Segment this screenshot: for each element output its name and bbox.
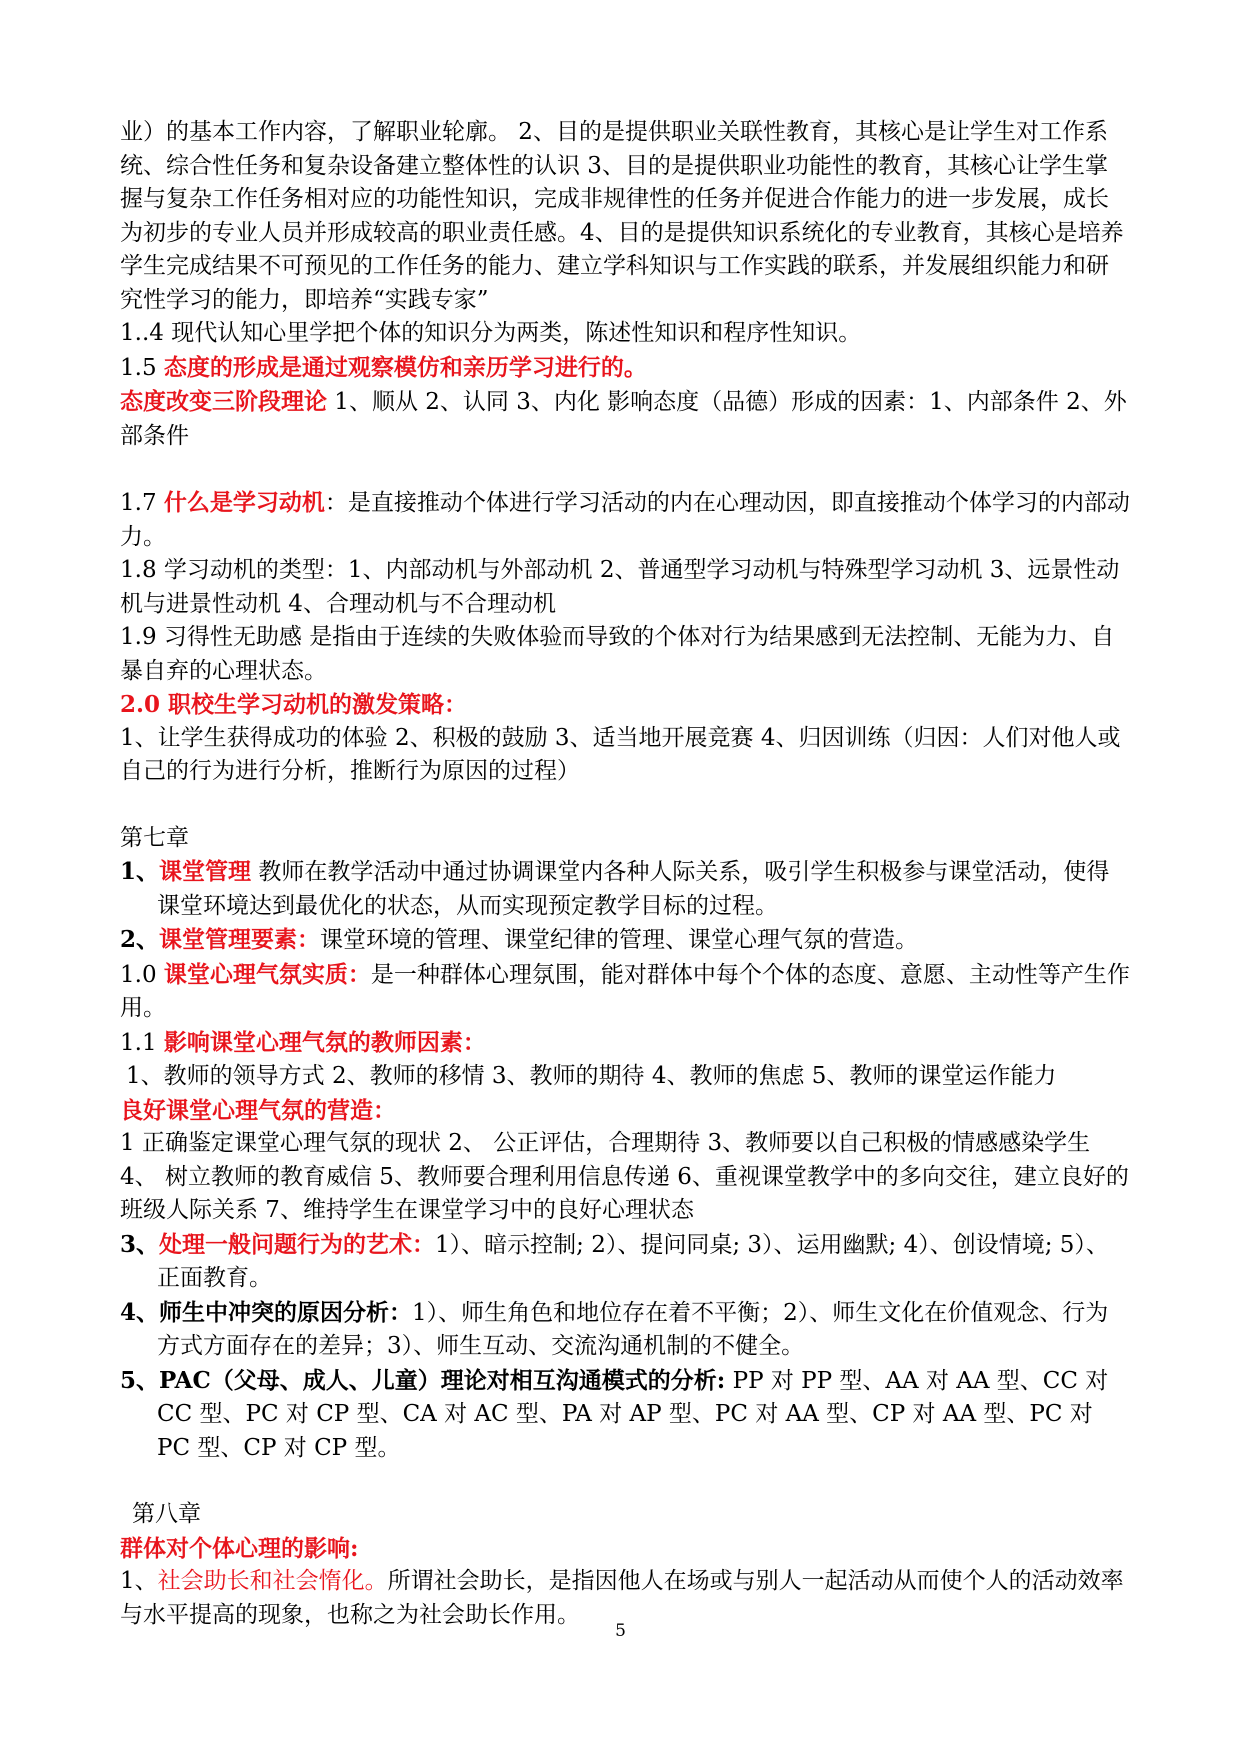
attitude-formation-highlight: 态度的形成是通过观察模仿和亲历学习进行的。 — [163, 353, 647, 381]
section-1-5 — [120, 351, 1130, 386]
teacher-factors-title: 影响课堂心理气氛的教师因素： — [163, 1028, 486, 1056]
item-number: 4、 — [120, 1298, 160, 1326]
atmosphere-essence-title: 课堂心理气氛实质： — [163, 960, 371, 988]
section-1-7 — [120, 486, 1130, 554]
ch7-item-3 — [120, 1228, 1130, 1296]
management-elements-title: 课堂管理要素： — [159, 926, 321, 953]
item-number: 1、 — [120, 1568, 158, 1594]
item-number: 2、 — [120, 926, 160, 953]
management-elements-text: 课堂环境的管理、课堂纪律的管理、课堂心理气氛的营造。 — [320, 927, 919, 953]
blank-line — [120, 789, 1130, 822]
section-1-8: 1.8 学习动机的类型：1、内部动机与外部动机 2、普通型学习动机与特殊型学习动机 3、远景性动机与进景性动机 4、合理动机与不合理动机 — [120, 557, 1120, 617]
page-number: 5 — [615, 1621, 626, 1641]
item-number: 3、 — [120, 1230, 160, 1258]
chapter-7-heading: 第七章 — [120, 824, 189, 851]
learning-motivation-text: ：是直接推动个体进行学习活动的内在心理动因，即直接推动个体学习的内部动力。 — [120, 490, 1130, 550]
teacher-factors-body: 1、教师的领导方式 2、教师的移情 3、教师的期待 4、教师的焦虑 5、教师的课堂运作能力 — [126, 1063, 1057, 1089]
classroom-management-text: 教师在教学活动中通过协调课堂内各种人际关系，吸引学生积极参与课堂活动，使得课堂环境达到最优化的状态，从而实现预定教学目标的过程。 — [157, 859, 1110, 919]
section-1-4: 1..4 现代认知心里学把个体的知识分为两类，陈述性知识和程序性知识。 — [120, 320, 862, 346]
ch7-item-2 — [120, 923, 1130, 958]
section-number: 1.1 — [120, 1029, 164, 1056]
section-number: 1.5 — [120, 354, 164, 381]
atmosphere-essence-text: 是一种群体心理氛围，能对群体中每个个体的态度、意愿、主动性等产生作用。 — [120, 961, 1130, 1021]
section-number: 1.0 — [120, 961, 164, 988]
ch7-section-1-0 — [120, 958, 1130, 1026]
problem-behavior-title: 处理一般问题行为的艺术： — [159, 1230, 436, 1258]
learning-motivation-title: 什么是学习动机 — [163, 489, 325, 516]
attitude-change-paragraph — [120, 385, 1130, 453]
problem-behavior-text: 1）、暗示控制; 2）、提问同桌; 3）、运用幽默; 4）、创设情境; 5）、正面教育。 — [157, 1231, 1109, 1291]
pac-theory-text: PP 对 PP 型、AA 对 AA 型、CC 对 CC 型、PC 对 CP 型、CA 对 AC 型、PA 对 AP 型、PC 对 AA 型、CP 对 AA 型、PC 对 PC 型、CP 对 CP 型。 — [157, 1367, 1109, 1461]
ch7-item-5 — [120, 1364, 1130, 1466]
item-number: 1、 — [120, 858, 160, 885]
blank-line — [120, 453, 1130, 486]
ch7-item-4 — [120, 1296, 1130, 1364]
conflict-analysis-text: 1）、师生角色和地位存在着不平衡；2）、师生文化在价值观念、行为方式方面存在的差异；3）、师生互动、交流沟通机制的不健全。 — [157, 1299, 1109, 1359]
ch7-item-1 — [120, 855, 1130, 923]
classroom-management-title: 课堂管理 — [159, 858, 252, 885]
ch7-section-1-1 — [120, 1026, 1130, 1061]
intro-paragraph: 业）的基本工作内容，了解职业轮廓。 2、目的是提供职业关联性教育，其核心是让学生对工作系统、综合性任务和复杂设备建立整体性的认识 3、目的是提供职业功能性的教育，其核心让学生掌握与复杂工作任务相对应的功能性知识，完成非规律性的任务并促进合作能力的进一步发展，成长为初步的专业人员并形成较高的职业责任感。4、目的是提供知识系统化的专业教育，其核心是培养学生完成结果不可预见的工作任务的能力、建立学科知识与工作实践的联系，并发展组织能力和研究性学习的能力，即培养“实践专家” — [120, 119, 1124, 313]
section-2-0-title: 2.0 职校生学习动机的激发策略： — [120, 691, 468, 718]
social-facilitation-title: 社会助长和社会惰化。 — [157, 1568, 388, 1594]
social-facilitation-text: 所谓社会助长，是指因他人在场或与别人一起活动从而使个人的活动效率与水平提高的现象，也称之为社会助长作用。 — [120, 1568, 1124, 1628]
section-number: 1.7 — [120, 490, 164, 516]
conflict-analysis-title: 师生中冲突的原因分析： — [159, 1298, 413, 1326]
attitude-change-text: 1、顺从 2、认同 3、内化 影响态度（品德）形成的因素：1、内部条件 2、外部条件 — [120, 389, 1127, 449]
item-number: 5、 — [120, 1366, 160, 1394]
good-atmosphere-title: 良好课堂心理气氛的营造： — [120, 1096, 396, 1124]
blank-line — [120, 1465, 1130, 1498]
good-atmosphere-body: 1 正确鉴定课堂心理气氛的现状 2、 公正评估，合理期待 3、教师要以自己积极的情感感染学生 4、 树立教师的教育威信 5、教师要合理利用信息传递 6、重视课堂教学中的多向交往，建立良好的班级人际关系 7、维持学生在课堂学习中的良好心理状态 — [120, 1130, 1129, 1223]
page-content — [120, 116, 1130, 1632]
section-2-0-body: 1、让学生获得成功的体验 2、积极的鼓励 3、适当地开展竞赛 4、归因训练（归因：人们对他人或自己的行为进行分析，推断行为原因的过程） — [120, 724, 1121, 784]
group-influence-title: 群体对个体心理的影响: — [120, 1534, 359, 1562]
attitude-change-title: 态度改变三阶段理论 — [120, 388, 327, 415]
pac-theory-title: PAC（父母、成人、儿童）理论对相互沟通模式的分析: — [159, 1366, 726, 1394]
chapter-8-heading: 第八章 — [132, 1501, 201, 1527]
section-1-9: 1.9 习得性无助感 是指由于连续的失败体验而导致的个体对行为结果感到无法控制、无能为力、自暴自弃的心理状态。 — [120, 624, 1115, 684]
